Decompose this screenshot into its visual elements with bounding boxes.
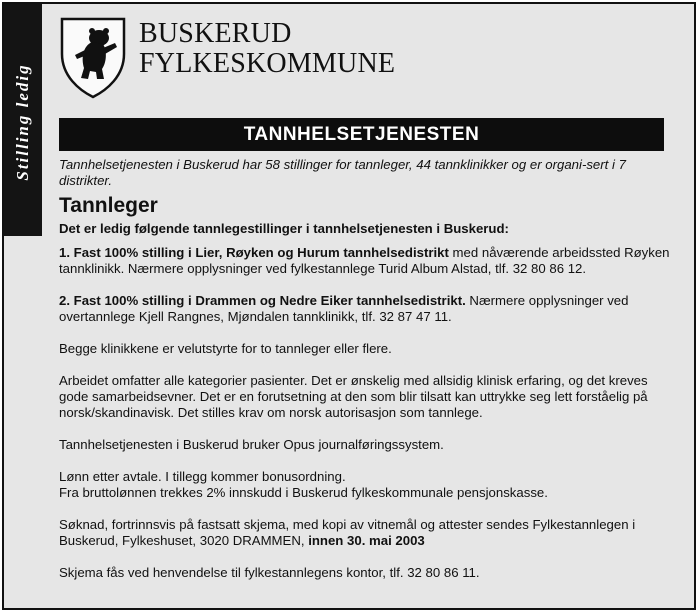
position-2-title: 2. Fast 100% stilling i Drammen og Nedre Eiker tannhelsedistrikt. [59, 293, 466, 308]
ad-body [59, 157, 674, 581]
salary-line-2: Fra bruttolønnen trekkes 2% innskudd i Buskerud fylkeskommunale pensjonskasse. [59, 485, 548, 500]
lead-text: Det er ledig følgende tannlegestillinger i tannhelsetjenesten i Buskerud: [59, 221, 509, 236]
application-paragraph [59, 517, 674, 549]
salary-line-1: Lønn etter avtale. I tillegg kommer bonusordning. [59, 469, 346, 484]
organization-name-line1: BUSKERUD [139, 18, 292, 49]
county-crest-icon [59, 16, 127, 100]
clinics-paragraph: Begge klinikkene er velutstyrte for to tannleger eller flere. [59, 341, 392, 356]
job-heading: Tannleger [59, 194, 158, 217]
application-deadline: innen 30. mai 2003 [308, 533, 425, 548]
system-paragraph: Tannhelsetjenesten i Buskerud bruker Opus journalføringssystem. [59, 437, 444, 452]
application-text: Søknad, fortrinnsvis på fastsatt skjema, med kopi av vitnemål og attester sendes Fylkestannlegen i Buskerud, Fylkeshuset, 3020 DRAMMEN, [59, 517, 636, 548]
position-1 [59, 245, 674, 277]
work-paragraph: Arbeidet omfatter alle kategorier pasienter. Det er ønskelig med allsidig klinisk erfaring, og det kreves gode samarbeidsevner. Det er en forutsetning at den som blir tilsatt kan uttrykke seg lett forståelig på norsk/skandinavisk. Det stilles krav om norsk autorisasjon som tannlege. [59, 373, 648, 420]
department-banner: TANNHELSETJENESTEN [59, 118, 664, 151]
position-2-details: Nærmere opplysninger ved overtannlege Kjell Rangnes, Mjøndalen tannklinikk, tlf. 32 87 47 11. [59, 293, 629, 324]
forms-paragraph: Skjema fås ved henvendelse til fylkestannlegens kontor, tlf. 32 80 86 11. [59, 565, 480, 580]
intro-text: Tannhelsetjenesten i Buskerud har 58 stillinger for tannleger, 44 tannklinikker og er organi-sert i 7 distrikter. [59, 157, 626, 188]
side-banner [4, 4, 42, 236]
job-advertisement [2, 2, 696, 610]
side-label: Stilling ledig [13, 63, 32, 181]
position-2 [59, 293, 674, 325]
position-1-details: med nåværende arbeidssted Røyken tannklinikk. Nærmere opplysninger ved fylkestannlege Turid Album Alstad, tlf. 32 80 86 12. [59, 245, 670, 276]
position-1-title: 1. Fast 100% stilling i Lier, Røyken og Hurum tannhelsedistrikt [59, 245, 449, 260]
organization-name [139, 19, 395, 79]
organization-name-line2: FYLKESKOMMUNE [139, 48, 396, 79]
